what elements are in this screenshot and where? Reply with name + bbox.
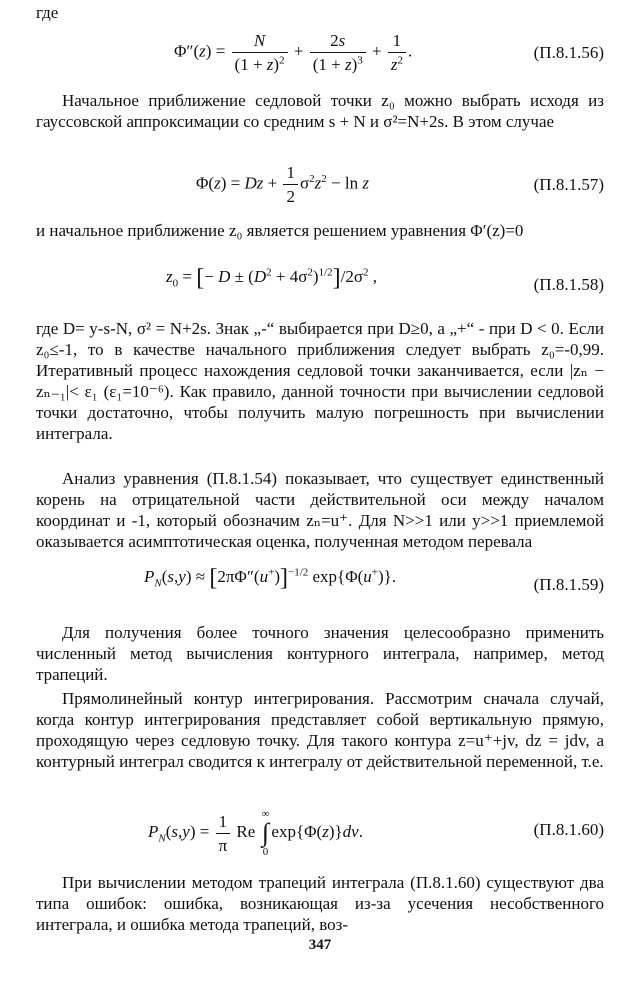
equation-58-formula: $z_0$ = [− $D \pm (D^2 + 4\sigma^2)^{1/2}]/2\sigma^2$ , bbox=[166, 265, 378, 291]
paragraph-trapezoid-errors: При вычислении методом трапеций интеграла (П.8.1.60) существуют два типа ошибок: ошибка, возникающая из-за усечения несобственного интеграла, и ошибка метода трапеций, воз- bbox=[36, 873, 604, 934]
paragraph-z0-solution: и начальное приближение z₀ является решением уравнения Φ′(z)=0 bbox=[36, 221, 524, 240]
equation-60-formula: $P_N(s,y)$ = $\frac{1}{\pi}$ Re ∞ ∫ 0 exp{Φ(z)}dv. bbox=[148, 808, 363, 858]
equation-59-number: (П.8.1.59) bbox=[533, 575, 604, 594]
equation-56 bbox=[36, 30, 604, 80]
equation-57 bbox=[36, 162, 604, 212]
equation-56-number: (П.8.1.56) bbox=[533, 43, 604, 62]
equation-58-number: (П.8.1.58) bbox=[533, 275, 604, 294]
equation-60-number: (П.8.1.60) bbox=[533, 820, 604, 839]
page-number: 347 bbox=[308, 937, 332, 953]
paragraph-numerical-method: Для получения более точного значения целесообразно применить численный метод вычисления контурного интеграла, например, метод трапеций. bbox=[36, 623, 604, 684]
equation-57-number: (П.8.1.57) bbox=[533, 175, 604, 194]
text-where-top: где bbox=[36, 3, 59, 22]
equation-57-formula: Φ(z) = Dz + $\frac{1}{2}$ $\sigma^2z^2 - \ln z$ bbox=[196, 163, 369, 206]
paragraph-analysis: Анализ уравнения (П.8.1.54) показывает, что существует единственный корень на отрицательной части действительной оси между началом координат и -1, который обозначим zₙ=u⁺. Для N>>1 или y>>1 приемлемой оказывается асимптотическая оценка, полученная методом перевала bbox=[36, 469, 604, 551]
paragraph-initial-approx: Начальное приближение седловой точки z₀ можно выбрать исходя из гауссовской аппроксимации со средним s + N и σ²=N+2s. В этом случае bbox=[36, 91, 604, 131]
equation-59-formula: $P_N(s,y) \approx [2\pi\Phi''(u^+)]^{-1/2}$ exp{Φ(u+)}. bbox=[144, 565, 397, 591]
equation-59 bbox=[36, 562, 604, 612]
equation-58 bbox=[36, 262, 604, 312]
paragraph-straight-contour: Прямолинейный контур интегрирования. Рассмотрим сначала случай, когда контур интегрирования представляет собой вертикальную прямую, проходящую через седловую точку. Для такого контура z=u⁺+jv, dz = jdv, а контурный интеграл сводится к интегралу от действительной переменной, т.е. bbox=[36, 689, 604, 771]
paragraph-sign-choice: где D= y-s-N, σ² = N+2s. Знак „-“ выбирается при D≥0, а „+“ - при D < 0. Если z₀≤-1, то в качестве начального приближения следует выбрать z₀=-0,99. Итеративный процесс нахождения седловой точки заканчивается, если |zₙ − zₙ₋₁|< ε₁ (ε₁=10⁻⁶). Как правило, данной точности при вычислении седловой точки достаточно, чтобы получить малую погрешность при вычислении интеграла. bbox=[36, 319, 604, 443]
equation-60 bbox=[36, 805, 604, 865]
equation-56-formula: Φ″(z) = $\frac{N}{(1 + z)^2}$ + $\frac{2s}{(1 + z)^3}$ + $\frac{1}{z^2}$ . bbox=[174, 31, 413, 74]
